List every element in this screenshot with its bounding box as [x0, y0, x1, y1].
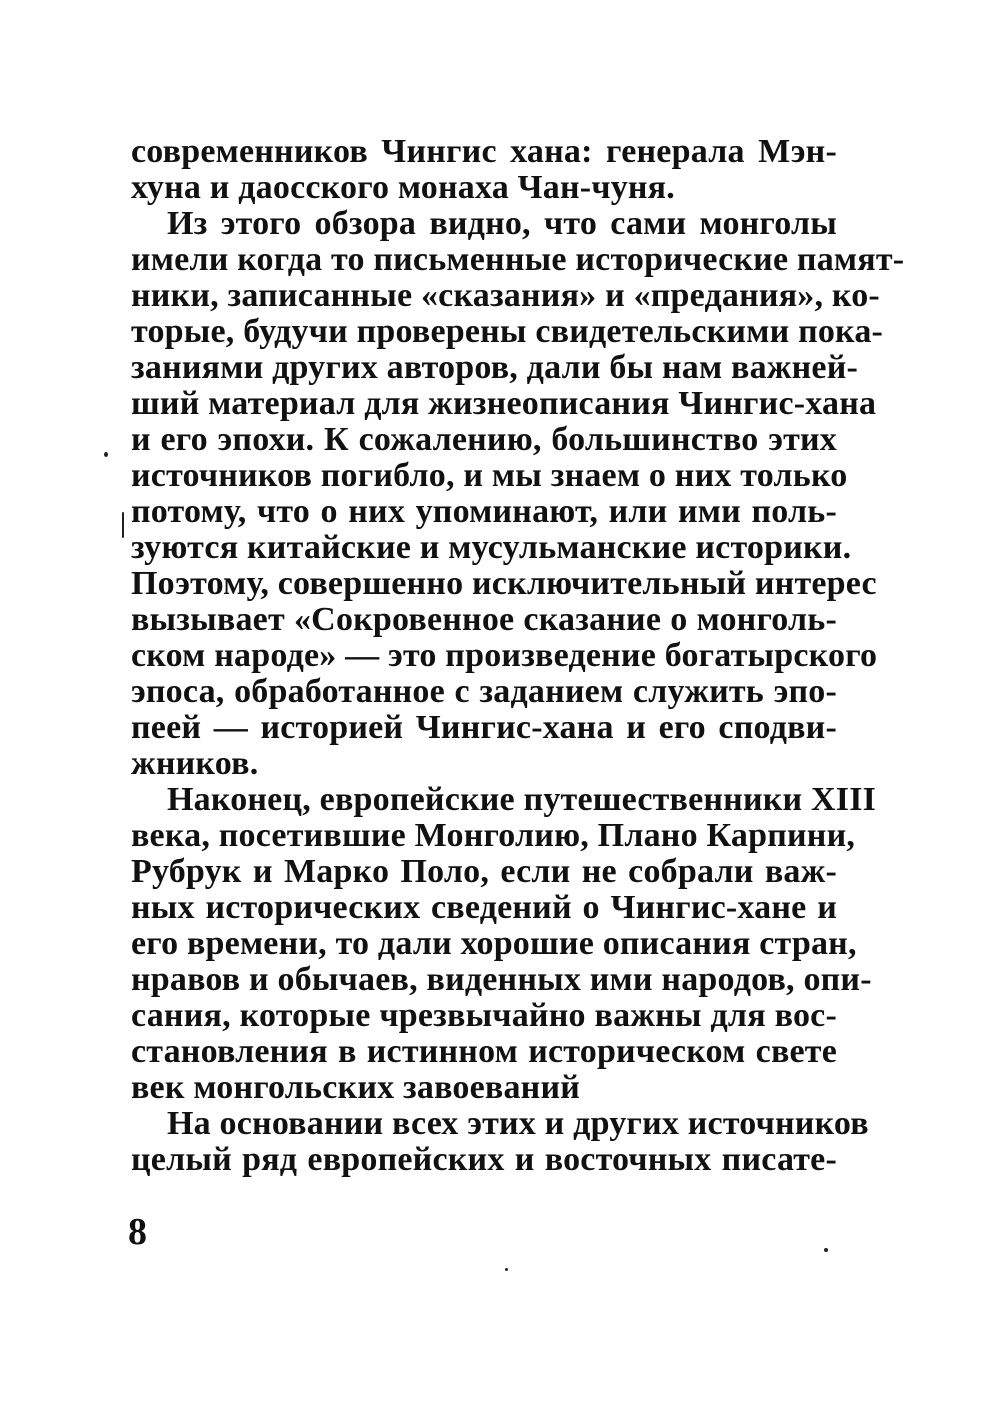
scan-speck: [824, 1248, 828, 1252]
page-number: 8: [128, 1211, 147, 1253]
text-line: Из этого обзора видно, что сами монголы: [167, 205, 837, 242]
text-line: нравов и обычаев, виденных ими народов, опи-: [131, 961, 872, 998]
text-line: ных исторических сведений о Чингис-хане и: [131, 889, 837, 926]
text-line: ники, записанные «сказания» и «предания», ко-: [131, 277, 880, 314]
text-line: имели когда то письменные исторические памят-: [131, 241, 905, 278]
text-line: вызывает «Сокровенное сказание о монголь-: [131, 601, 837, 638]
text-line: и его эпохи. К сожалению, большинство этих: [131, 421, 837, 458]
text-line: века, посетившие Монголию, Плано Карпини,: [131, 817, 856, 854]
text-line: эпоса, обработанное с заданием служить эпо-: [131, 673, 837, 710]
text-line: Наконец, европейские путешественники XIII: [167, 781, 877, 818]
text-line: ший материал для жизнеописания Чингис-хана: [131, 385, 877, 422]
text-line: источников погибло, и мы знаем о них только: [131, 457, 848, 494]
text-line: современников Чингис хана: генерала Мэн-: [131, 133, 837, 170]
text-line: На основании всех этих и других источников: [167, 1105, 869, 1142]
text-line: хуна и даосского монаха Чан-чуня.: [131, 169, 675, 206]
text-line: целый ряд европейских и восточных писате-: [131, 1141, 837, 1178]
scan-speck: [122, 512, 124, 538]
scan-speck: [104, 452, 108, 457]
text-line: его времени, то дали хорошие описания стран,: [131, 925, 857, 962]
text-line: пеей — историей Чингис-хана и его сподви-: [131, 709, 837, 746]
text-line: становления в истинном историческом свете: [131, 1033, 837, 1070]
text-line: потому, что о них упоминают, или ими поль-: [131, 493, 837, 530]
text-line: сания, которые чрезвычайно важны для вос-: [131, 997, 837, 1034]
text-line: век монгольских завоеваний: [131, 1069, 581, 1106]
text-line: жников.: [131, 745, 259, 782]
text-line: Рубрук и Марко Поло, если не собрали важ-: [131, 853, 837, 890]
text-line: зуются китайские и мусульманские историки.: [131, 529, 852, 566]
text-line: Поэтому, совершенно исключительный интерес: [131, 565, 877, 602]
text-line: заниями других авторов, дали бы нам важней-: [131, 349, 859, 386]
text-line: ском народе» — это произведение богатырского: [131, 637, 878, 674]
scan-speck: [505, 1268, 508, 1271]
text-line: торые, будучи проверены свидетельскими пока-: [131, 313, 884, 350]
